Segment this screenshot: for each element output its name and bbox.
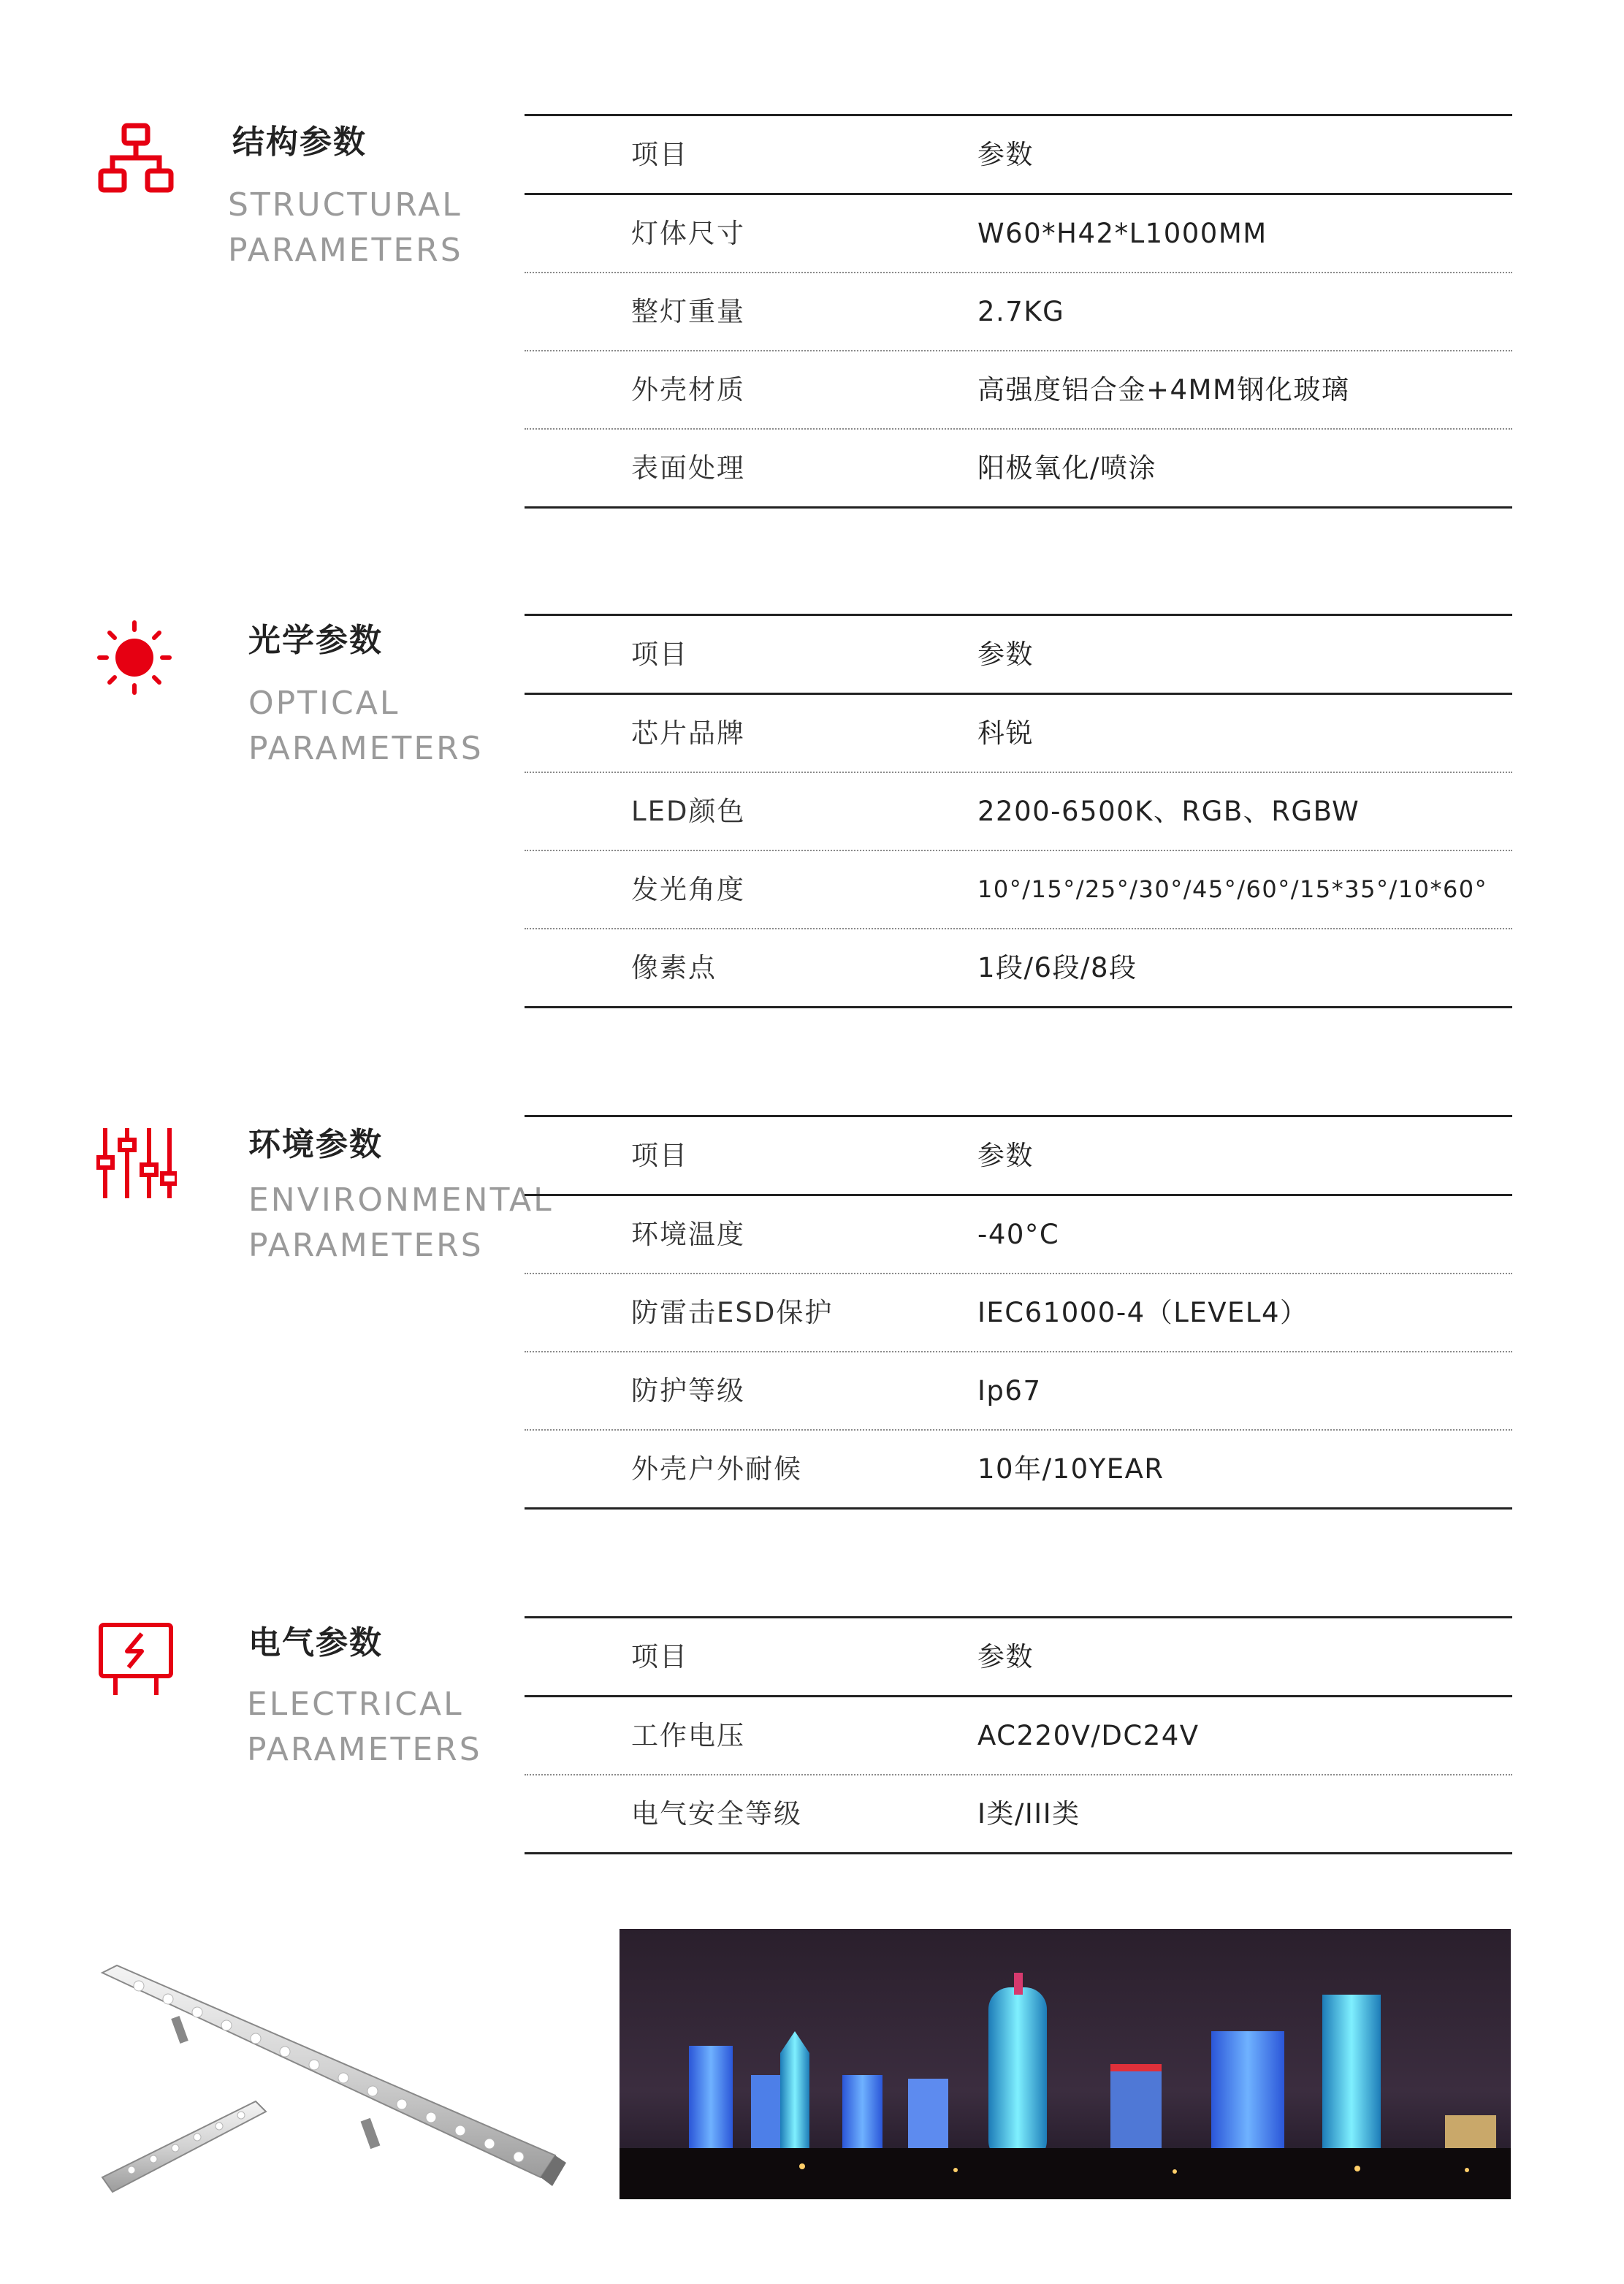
table-header <box>525 1616 1512 1697</box>
header-param: 参数 <box>977 639 1034 670</box>
header-param: 参数 <box>977 1140 1034 1171</box>
section-title-en: ELECTRICAL PARAMETERS <box>247 1686 482 1768</box>
table-row <box>525 1274 1512 1352</box>
row-key: 电气安全等级 <box>631 1798 802 1830</box>
section-title-cn: 光学参数 <box>248 622 383 659</box>
header-item: 项目 <box>631 1641 688 1672</box>
row-key: 防护等级 <box>631 1375 745 1406</box>
environmental-table <box>525 1115 1512 1510</box>
header-item: 项目 <box>631 1140 688 1171</box>
structural-table <box>525 114 1512 509</box>
row-value: 阳极氧化/喷涂 <box>977 452 1156 484</box>
electrical-table <box>525 1616 1512 1854</box>
row-value: W60*H42*L1000MM <box>977 218 1267 249</box>
row-key: 外壳户外耐候 <box>631 1453 802 1485</box>
row-value: Ip67 <box>977 1375 1042 1406</box>
table-header <box>525 1115 1512 1196</box>
row-key: 环境温度 <box>631 1219 745 1250</box>
header-item: 项目 <box>631 139 688 170</box>
row-key: 外壳材质 <box>631 374 745 406</box>
row-value: 2.7KG <box>977 296 1065 327</box>
row-value: 10°/15°/25°/30°/45°/60°/15*35°/10*60° <box>977 875 1488 903</box>
row-value: 科锐 <box>977 717 1034 749</box>
row-value: AC220V/DC24V <box>977 1720 1200 1751</box>
table-row <box>525 195 1512 273</box>
bottom-images <box>0 1929 1624 2221</box>
row-key: 防雷击ESD保护 <box>631 1297 834 1328</box>
row-key: 整灯重量 <box>631 296 745 327</box>
network-icon <box>98 123 174 194</box>
table-row <box>525 351 1512 430</box>
electric-board-icon <box>98 1622 174 1698</box>
row-value: IEC61000-4（LEVEL4） <box>977 1297 1308 1328</box>
row-value: 1段/6段/8段 <box>977 952 1137 983</box>
header-item: 项目 <box>631 639 688 670</box>
table-row <box>525 851 1512 929</box>
row-key: LED颜色 <box>631 796 746 827</box>
row-key: 灯体尺寸 <box>631 218 745 249</box>
row-key: 工作电压 <box>631 1720 745 1751</box>
optical-table <box>525 614 1512 1008</box>
row-key: 芯片品牌 <box>631 717 745 749</box>
product-lamp-image <box>88 1958 584 2221</box>
table-row <box>525 1431 1512 1510</box>
section-title-en: OPTICAL PARAMETERS <box>248 685 484 767</box>
header-param: 参数 <box>977 1641 1034 1672</box>
table-header <box>525 114 1512 195</box>
sliders-icon <box>96 1125 177 1201</box>
table-row <box>525 1196 1512 1274</box>
row-value: 2200-6500K、RGB、RGBW <box>977 796 1360 827</box>
row-value: I类/III类 <box>977 1798 1080 1830</box>
section-title-cn: 结构参数 <box>232 123 367 161</box>
city-night-image <box>620 1929 1511 2199</box>
row-value: -40°C <box>977 1219 1060 1250</box>
table-row <box>525 929 1512 1008</box>
section-title-en: ENVIRONMENTAL PARAMETERS <box>248 1181 554 1264</box>
table-row <box>525 773 1512 851</box>
section-title-cn: 电气参数 <box>248 1624 383 1661</box>
section-title-en: STRUCTURAL PARAMETERS <box>228 186 463 269</box>
table-row <box>525 1352 1512 1431</box>
row-value: 高强度铝合金+4MM钢化玻璃 <box>977 374 1350 406</box>
header-param: 参数 <box>977 139 1034 170</box>
sun-icon <box>96 620 172 696</box>
table-row <box>525 1697 1512 1775</box>
table-row <box>525 695 1512 773</box>
table-row <box>525 430 1512 509</box>
table-row <box>525 273 1512 351</box>
table-row <box>525 1775 1512 1854</box>
row-value: 10年/10YEAR <box>977 1453 1164 1485</box>
row-key: 表面处理 <box>631 452 745 484</box>
table-header <box>525 614 1512 695</box>
row-key: 发光角度 <box>631 874 745 905</box>
section-title-cn: 环境参数 <box>248 1126 383 1163</box>
row-key: 像素点 <box>631 952 717 983</box>
